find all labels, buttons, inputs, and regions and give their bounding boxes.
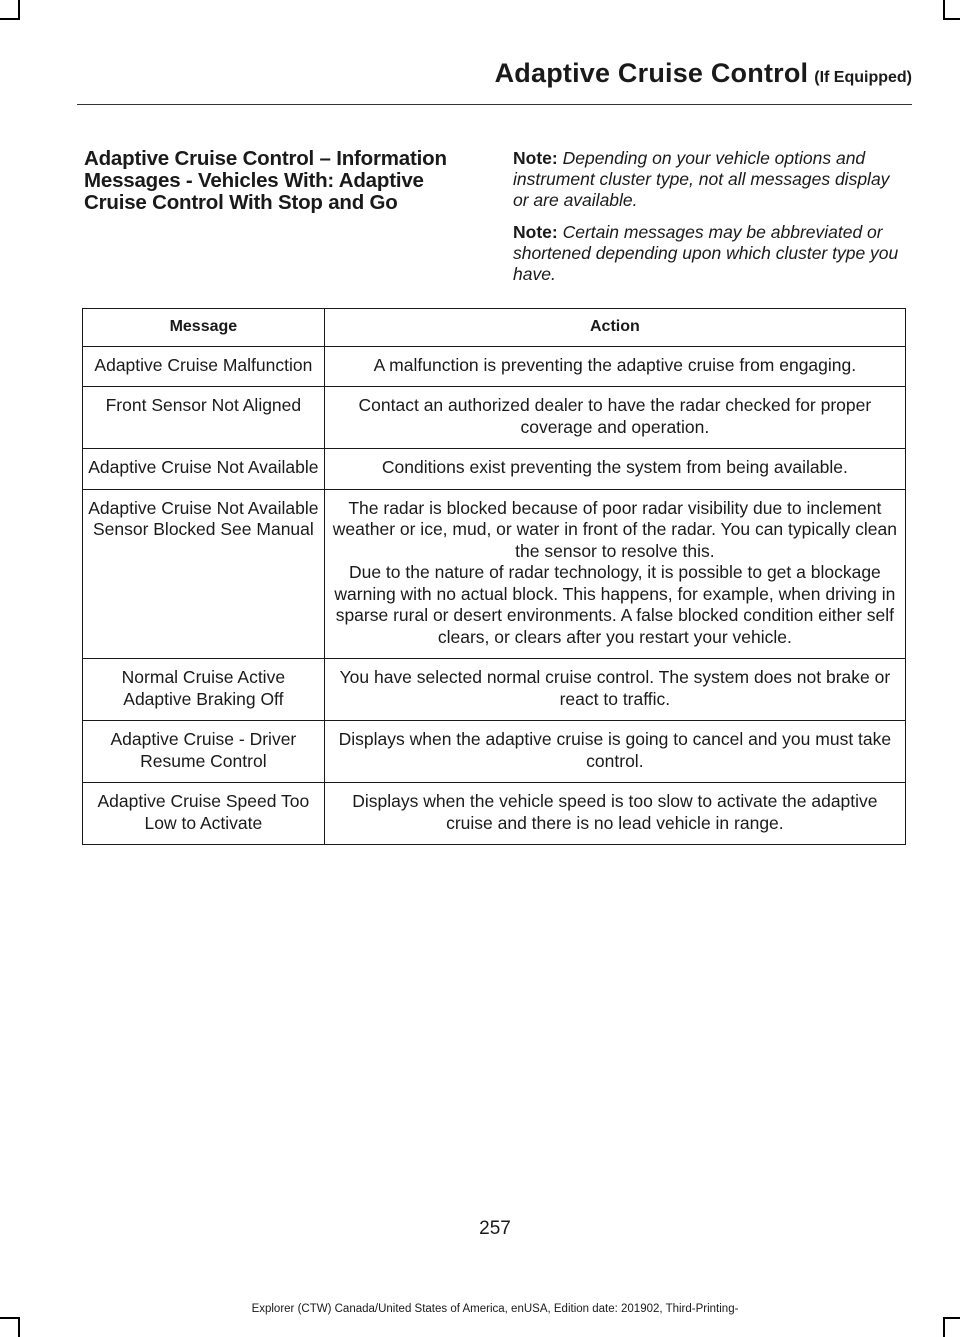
note-label: Note:	[513, 148, 558, 168]
crop-mark	[943, 0, 945, 20]
crop-mark	[0, 1317, 20, 1319]
action-cell	[324, 346, 905, 387]
table-row	[83, 387, 906, 449]
column-header-message: Message	[83, 309, 325, 347]
action-text: Displays when the vehicle speed is too slow to activate the adaptive cruise and there is no lead vehicle in range.	[352, 791, 878, 833]
crop-mark	[943, 18, 960, 20]
section-heading: Adaptive Cruise Control – Information Messages - Vehicles With: Adaptive Cruise Control With Stop and Go	[84, 147, 447, 214]
messages-table	[82, 308, 906, 845]
message-cell: Adaptive Cruise Speed Too Low to Activate	[83, 783, 325, 845]
table-row	[83, 721, 906, 783]
message-cell: Front Sensor Not Aligned	[83, 387, 325, 449]
message-cell: Adaptive Cruise Not Available Sensor Blocked See Manual	[83, 489, 325, 659]
note-text: Certain messages may be abbreviated or shortened depending upon which cluster type you have.	[513, 222, 899, 284]
table-header-row	[83, 309, 906, 347]
action-cell	[324, 783, 905, 845]
header-title: Adaptive Cruise Control	[494, 58, 809, 88]
action-cell	[324, 449, 905, 490]
header-divider	[77, 104, 912, 105]
action-text: A malfunction is preventing the adaptive cruise from engaging.	[373, 354, 857, 375]
message-cell: Adaptive Cruise Malfunction	[83, 346, 325, 387]
action-cell	[324, 489, 905, 659]
message-cell: Adaptive Cruise Not Available	[83, 449, 325, 490]
column-header-action: Action	[324, 309, 905, 347]
crop-mark	[18, 0, 20, 20]
header-subtitle: (If Equipped)	[814, 69, 912, 86]
action-text: You have selected normal cruise control. The system does not brake or react to traffic.	[339, 667, 891, 709]
note-text: Depending on your vehicle options and instrument cluster type, not all messages display or are available.	[513, 148, 890, 210]
message-cell: Normal Cruise Active Adaptive Braking Off	[83, 659, 325, 721]
crop-mark	[0, 18, 20, 20]
table-row	[83, 346, 906, 387]
action-text: Due to the nature of radar technology, it is possible to get a blockage warning with no actual block. This happens, for example, when driving in sparse rural or desert environments. A false blocked condition either self clears, or clears after you restart your vehicle.	[334, 562, 896, 647]
table-row	[83, 449, 906, 490]
table-row	[83, 783, 906, 845]
page-header	[0, 58, 912, 89]
crop-mark	[18, 1317, 20, 1337]
crop-mark	[943, 1317, 960, 1319]
note	[513, 222, 908, 285]
action-cell	[324, 659, 905, 721]
table-row	[83, 659, 906, 721]
page-number: 257	[479, 1218, 511, 1239]
action-cell	[324, 387, 905, 449]
notes	[513, 148, 908, 296]
action-cell	[324, 721, 905, 783]
action-text: Displays when the adaptive cruise is going to cancel and you must take control.	[338, 729, 892, 771]
message-cell: Adaptive Cruise - Driver Resume Control	[83, 721, 325, 783]
note	[513, 148, 908, 211]
note-label: Note:	[513, 222, 558, 242]
crop-mark	[943, 1317, 945, 1337]
action-text: Conditions exist preventing the system from being available.	[381, 457, 848, 477]
action-text: The radar is blocked because of poor radar visibility due to inclement weather or ice, mud, or water in front of the radar. You can typically clean the sensor to resolve this.	[332, 497, 897, 561]
table-row	[83, 489, 906, 659]
action-text: Contact an authorized dealer to have the radar checked for proper coverage and operation.	[358, 395, 872, 437]
footer-text: Explorer (CTW) Canada/United States of America, enUSA, Edition date: 201902, Third-Printing-	[251, 1303, 739, 1315]
